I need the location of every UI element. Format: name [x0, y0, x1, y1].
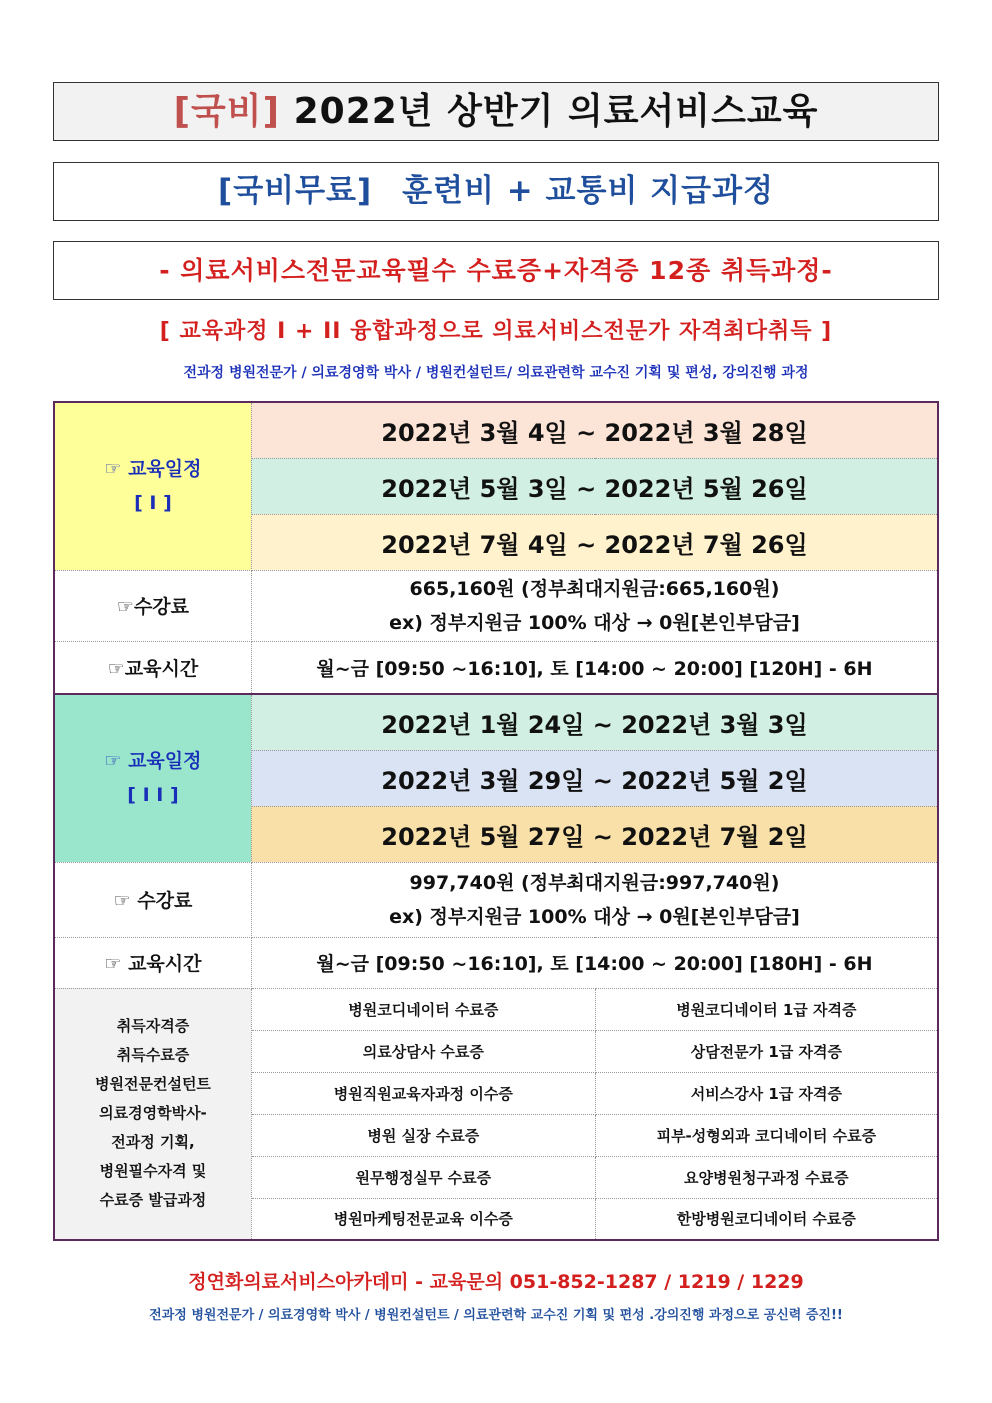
table-row: [54, 641, 938, 694]
cert-item: 병원 실장 수료증: [251, 1114, 595, 1156]
cert-item: 병원직원교육자과정 이수증: [251, 1072, 595, 1114]
table-row: [54, 570, 938, 641]
cert-item: 원무행정실무 수료증: [251, 1156, 595, 1198]
cert-label-line: 전과정 기획,: [111, 1133, 195, 1152]
fee-note: ex) 정부지원금 100% 대상 → 0원[본인부담금]: [389, 905, 800, 928]
time-label: ☞ 교육시간: [54, 937, 251, 988]
schedule-label-course-1: [54, 402, 251, 570]
cert-label: [54, 988, 251, 1240]
date-range: 2022년 7월 4일 ~ 2022년 7월 26일: [251, 514, 938, 570]
fee-value: [251, 862, 938, 937]
fee-value: [251, 570, 938, 641]
table-row: [54, 862, 938, 937]
cert-item: 병원코디네이터 1급 자격증: [595, 988, 938, 1030]
banner-box: [53, 241, 939, 300]
cert-label-line: 병원전문컨설턴트: [95, 1075, 211, 1094]
schedule-label-text: ☞ 교육일정: [104, 458, 202, 481]
fee-note: ex) 정부지원금 100% 대상 → 0원[본인부담금]: [389, 611, 800, 634]
date-range: 2022년 3월 4일 ~ 2022년 3월 28일: [251, 402, 938, 458]
time-value: 월~금 [09:50 ~16:10], 토 [14:00 ~ 20:00] [180H] - 6H: [251, 937, 938, 988]
page-title: [53, 82, 939, 141]
cert-item: 상담전문가 1급 자격증: [595, 1030, 938, 1072]
faculty-subline: 전과정 병원전문가 / 의료경영학 박사 / 병원컨설턴트/ 의료관련학 교수진 기획 및 편성, 강의진행 과정: [183, 365, 809, 381]
table-row: [54, 694, 938, 750]
schedule-label-number: [ I ]: [134, 492, 172, 515]
cert-item: 병원마케팅전문교육 이수증: [251, 1198, 595, 1240]
date-range: 2022년 1월 24일 ~ 2022년 3월 3일: [251, 694, 938, 750]
time-value: 월~금 [09:50 ~16:10], 토 [14:00 ~ 20:00] [120H] - 6H: [251, 641, 938, 694]
contact-line: 정연화의료서비스아카데미 - 교육문의 051-852-1287 / 1219 / 1229: [188, 1271, 804, 1293]
date-range: 2022년 3월 29일 ~ 2022년 5월 2일: [251, 750, 938, 806]
footer-note: 전과정 병원전문가 / 의료경영학 박사 / 병원컨설턴트 / 의료관련학 교수진 기획 및 편성 .강의진행 과정으로 공신력 증진!!: [149, 1308, 843, 1323]
cert-item: 한방병원코디네이터 수료증: [595, 1198, 938, 1240]
table-row: [54, 402, 938, 458]
subtitle-text: 훈련비 + 교통비 지급과정: [402, 173, 774, 209]
cert-item: 피부-성형외과 코디네이터 수료증: [595, 1114, 938, 1156]
cert-item: 서비스강사 1급 자격증: [595, 1072, 938, 1114]
title-text: 2022년 상반기 의료서비스교육: [293, 91, 819, 132]
subtitle-tag: [국비무료]: [218, 173, 373, 209]
fee-amount: 997,740원 (정부최대지원금:997,740원): [409, 871, 780, 894]
cert-item: 의료상담사 수료증: [251, 1030, 595, 1072]
fee-label: ☞수강료: [54, 570, 251, 641]
cert-label-line: 수료증 발급과정: [99, 1191, 207, 1210]
title-tag: [국비]: [173, 91, 281, 132]
cert-label-line: 병원필수자격 및: [99, 1162, 207, 1181]
date-range: 2022년 5월 3일 ~ 2022년 5월 26일: [251, 458, 938, 514]
cert-label-line: 의료경영학박사-: [99, 1104, 207, 1123]
table-row: [54, 988, 938, 1030]
table-row: [54, 937, 938, 988]
fee-label: ☞ 수강료: [54, 862, 251, 937]
cert-label-line: 취득자격증: [116, 1017, 190, 1036]
schedule-label-text: ☞ 교육일정: [104, 750, 202, 773]
cert-label-line: 취득수료증: [116, 1046, 190, 1065]
cert-item: 병원코디네이터 수료증: [251, 988, 595, 1030]
banner-text: - 의료서비스전문교육필수 수료증+자격증 12종 취득과정-: [159, 256, 833, 285]
schedule-table: [53, 401, 939, 1241]
cert-item: 요양병원청구과정 수료증: [595, 1156, 938, 1198]
schedule-label-course-2: [54, 694, 251, 862]
time-label: ☞교육시간: [54, 641, 251, 694]
combo-headline: [ 교육과정 I + II 융합과정으로 의료서비스전문가 자격최다취득 ]: [159, 319, 833, 344]
fee-amount: 665,160원 (정부최대지원금:665,160원): [409, 577, 780, 600]
date-range: 2022년 5월 27일 ~ 2022년 7월 2일: [251, 806, 938, 862]
subtitle-box: [53, 162, 939, 221]
schedule-label-number: [ I I ]: [127, 784, 179, 807]
